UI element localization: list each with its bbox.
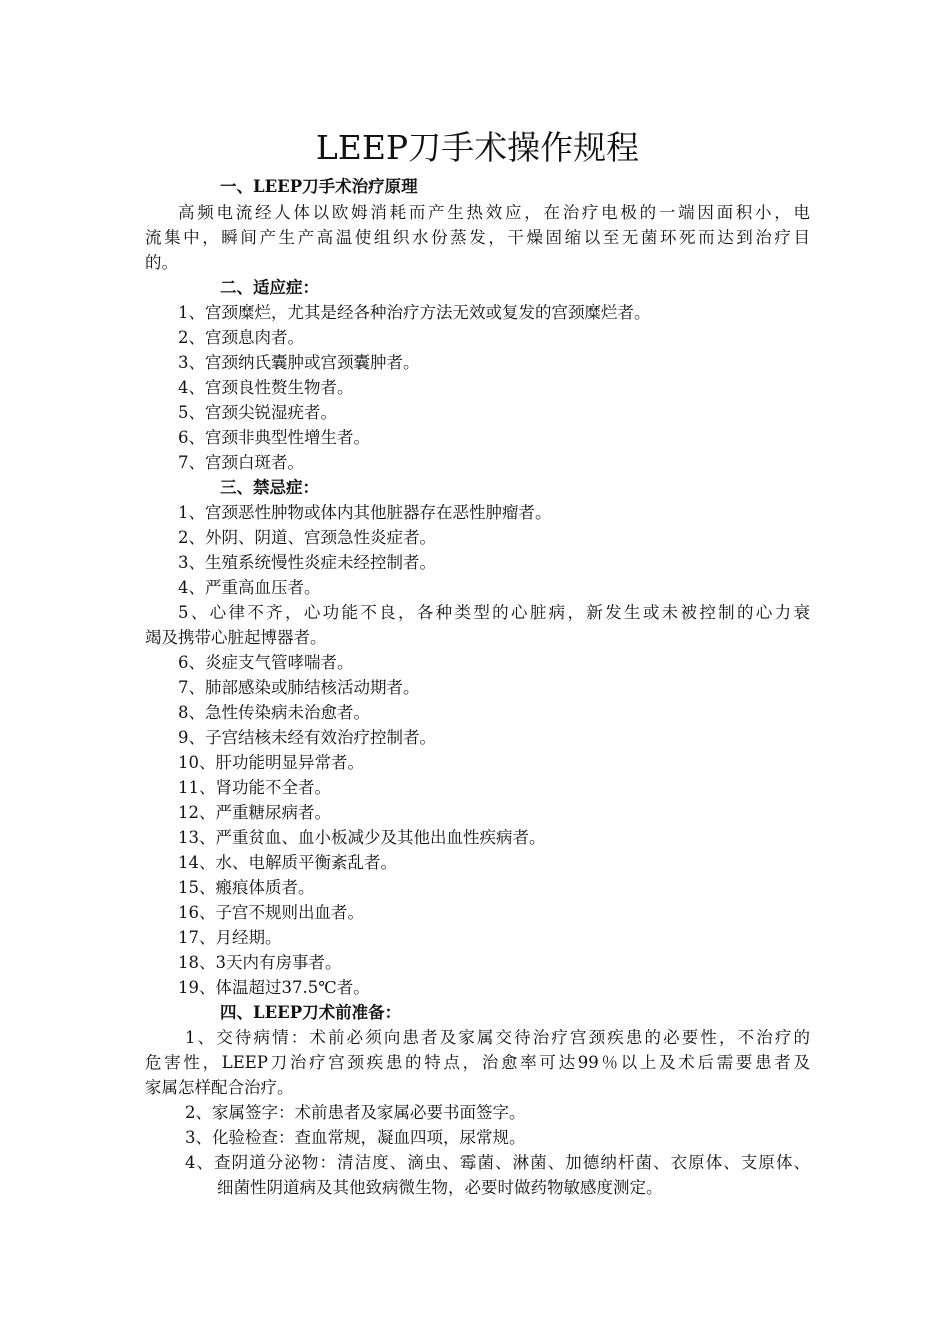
list-item-continuation: 家属怎样配合治疗。 <box>145 1078 294 1097</box>
list-item: 12、严重糖尿病者。 <box>178 803 331 822</box>
list-item: 3、生殖系统慢性炎症未经控制者。 <box>178 553 436 572</box>
list-item: 6、宫颈非典型性增生者。 <box>178 428 370 447</box>
list-item: 5、宫颈尖锐湿疣者。 <box>178 403 337 422</box>
list-item: 16、子宫不规则出血者。 <box>178 903 364 922</box>
section-heading-contraindications: 三、禁忌症： <box>220 478 319 497</box>
list-item-continuation: 细菌性阴道病及其他致病微生物，必要时做药物敏感度测定。 <box>217 1178 663 1197</box>
page-title: LEEP刀手术操作规程 <box>315 128 640 167</box>
list-item: 2、宫颈息肉者。 <box>178 328 304 347</box>
paragraph-line: 的。 <box>145 253 178 272</box>
list-item-continuation: 危害性，LEEP刀治疗宫颈疾患的特点，治愈率可达99％以上及术后需要患者及 <box>145 1053 810 1072</box>
list-item: 13、严重贫血、血小板减少及其他出血性疾病者。 <box>178 828 546 847</box>
section-heading-principle: 一、LEEP刀手术治疗原理 <box>220 177 418 196</box>
list-item: 11、肾功能不全者。 <box>178 778 331 797</box>
list-item: 19、体温超过37.5℃者。 <box>178 978 370 997</box>
list-item: 2、外阴、阴道、宫颈急性炎症者。 <box>178 528 436 547</box>
list-item: 4、宫颈良性赘生物者。 <box>178 378 354 397</box>
paragraph-line: 流集中，瞬间产生产高温使组织水份蒸发，干燥固缩以至无菌环死而达到治疗目 <box>145 228 810 247</box>
list-item: 10、肝功能明显异常者。 <box>178 753 364 772</box>
list-item: 2、家属签字：术前患者及家属必要书面签字。 <box>185 1103 526 1122</box>
list-item: 1、宫颈糜烂，尤其是经各种治疗方法无效或复发的宫颈糜烂者。 <box>178 303 651 322</box>
list-item: 6、炎症支气管哮喘者。 <box>178 653 354 672</box>
list-item: 4、查阴道分泌物：清洁度、滴虫、霉菌、淋菌、加德纳杆菌、衣原体、支原体、 <box>185 1153 810 1172</box>
list-item: 7、肺部感染或肺结核活动期者。 <box>178 678 420 697</box>
section-heading-indications: 二、适应症： <box>220 278 319 297</box>
list-item: 5、心律不齐，心功能不良，各种类型的心脏病，新发生或未被控制的心力衰 <box>178 603 810 622</box>
list-item: 14、水、电解质平衡紊乱者。 <box>178 853 397 872</box>
list-item: 15、瘢痕体质者。 <box>178 878 315 897</box>
list-item: 3、宫颈纳氏囊肿或宫颈囊肿者。 <box>178 353 420 372</box>
list-item: 17、月经期。 <box>178 928 282 947</box>
list-item: 1、交待病情：术前必须向患者及家属交待治疗宫颈疾患的必要性，不治疗的 <box>185 1028 810 1047</box>
section-heading-preparation: 四、LEEP刀术前准备： <box>220 1003 402 1022</box>
list-item: 18、3天内有房事者。 <box>178 953 342 972</box>
list-item: 3、化验检查：查血常规，凝血四项，尿常规。 <box>185 1128 526 1147</box>
list-item: 4、严重高血压者。 <box>178 578 321 597</box>
list-item: 8、急性传染病未治愈者。 <box>178 703 370 722</box>
list-item: 9、子宫结核未经有效治疗控制者。 <box>178 728 436 747</box>
list-item: 1、宫颈恶性肿物或体内其他脏器存在恶性肿瘤者。 <box>178 503 552 522</box>
paragraph-line: 高频电流经人体以欧姆消耗而产生热效应，在治疗电极的一端因面积小，电 <box>178 203 810 222</box>
list-item: 7、宫颈白斑者。 <box>178 453 304 472</box>
list-item-continuation: 竭及携带心脏起博器者。 <box>145 628 327 647</box>
